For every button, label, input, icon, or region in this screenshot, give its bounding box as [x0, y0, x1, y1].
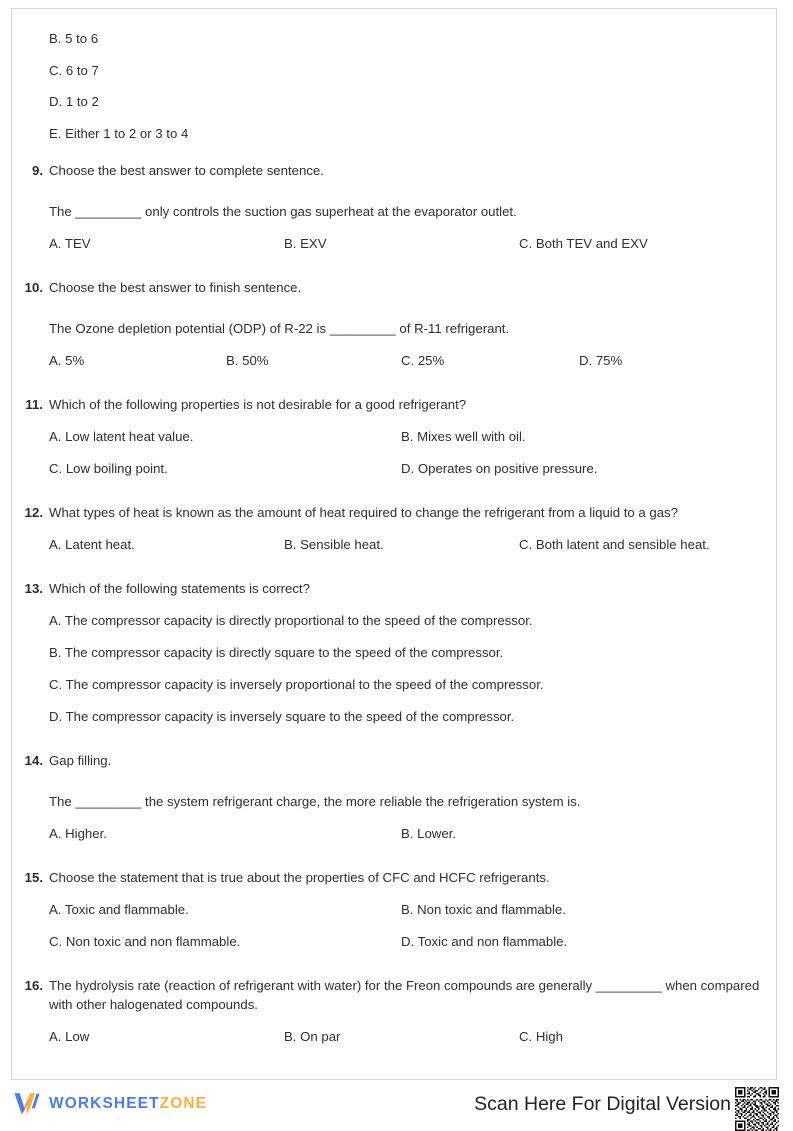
option-item[interactable]: E. Either 1 to 2 or 3 to 4: [49, 125, 189, 141]
question-body: [49, 278, 766, 383]
option-item[interactable]: B. On par: [284, 1029, 341, 1045]
option-item[interactable]: D. 75%: [579, 353, 623, 369]
scan-here-label: Scan Here For Digital Version: [474, 1092, 731, 1115]
question-number: 16.: [24, 978, 43, 994]
worksheet-zone-logo[interactable]: [12, 1091, 207, 1117]
brand-name-secondary: ZONE: [159, 1095, 208, 1112]
option-item[interactable]: A. Latent heat.: [49, 537, 135, 553]
option-row: [49, 427, 766, 459]
question-10: [22, 278, 766, 383]
option-item[interactable]: C. Both latent and sensible heat.: [519, 537, 710, 553]
question-14: [22, 751, 766, 856]
option-row: [49, 900, 766, 932]
option-group: [49, 824, 766, 856]
option-item[interactable]: A. 5%: [49, 353, 85, 369]
option-item[interactable]: A. TEV: [49, 236, 91, 252]
option-item[interactable]: B. Sensible heat.: [284, 537, 384, 553]
option-row: [49, 824, 766, 856]
option-row: [49, 234, 766, 266]
option-item[interactable]: A. The compressor capacity is directly proportional to the speed of the compressor.: [49, 613, 533, 629]
question-text: Choose the statement that is true about the properties of CFC and HCFC refrigerants.: [49, 870, 550, 886]
question-text: Which of the following statements is correct?: [49, 581, 310, 597]
option-group: [49, 427, 766, 491]
logo-mark-icon: [12, 1091, 42, 1117]
option-item[interactable]: C. Low boiling point.: [49, 461, 168, 477]
question-number: 14.: [24, 753, 43, 769]
option-group: [49, 351, 766, 383]
option-row: [49, 535, 766, 567]
option-item[interactable]: B. Non toxic and flammable.: [401, 902, 566, 918]
question-prompt: The _________ the system refrigerant charge, the more reliable the refrigeration system is.: [49, 794, 581, 810]
page-footer: [0, 1086, 793, 1122]
option-item[interactable]: A. Low: [49, 1029, 90, 1045]
questions-container: [12, 9, 776, 1059]
option-item[interactable]: B. The compressor capacity is directly square to the speed of the compressor.: [49, 645, 504, 661]
question-number: 11.: [25, 397, 43, 413]
option-item[interactable]: B. 50%: [226, 353, 269, 369]
option-item[interactable]: A. Higher.: [49, 826, 107, 842]
qr-code-icon[interactable]: [735, 1087, 779, 1131]
question-text: Which of the following properties is not desirable for a good refrigerant?: [49, 397, 467, 413]
question-16: [22, 976, 766, 1059]
option-item[interactable]: C. 25%: [401, 353, 445, 369]
option-group: [49, 611, 766, 739]
question-12: [22, 503, 766, 567]
option-item[interactable]: C. High: [519, 1029, 563, 1045]
worksheet-page: [11, 8, 777, 1080]
option-item[interactable]: D. Toxic and non flammable.: [401, 934, 568, 950]
option-item[interactable]: C. 6 to 7: [49, 62, 99, 78]
option-row: [49, 1027, 766, 1059]
option-group: [49, 234, 766, 266]
question-text: What types of heat is known as the amount of heat required to change the refrigerant from a liquid to a gas?: [49, 505, 678, 521]
question-text: Gap filling.: [49, 753, 112, 769]
question-text: Choose the best answer to complete sentence.: [49, 163, 324, 179]
question-11: [22, 395, 766, 491]
option-item[interactable]: C. The compressor capacity is inversely proportional to the speed of the compressor.: [49, 677, 544, 693]
option-item[interactable]: D. 1 to 2: [49, 94, 99, 110]
brand-name-primary: WORKSHEET: [49, 1095, 160, 1112]
orphan-option-list: [22, 23, 766, 149]
question-text: The hydrolysis rate (reaction of refrigerant with water) for the Freon compounds are generally _________ when compared with other halogenated compounds.: [49, 978, 760, 1013]
option-item[interactable]: A. Toxic and flammable.: [49, 902, 189, 918]
scan-section: [474, 1087, 779, 1122]
option-row: [49, 932, 766, 964]
question-13: [22, 579, 766, 739]
option-item[interactable]: C. Both TEV and EXV: [519, 236, 648, 252]
question-number: 9.: [32, 163, 43, 179]
question-9: [22, 161, 766, 266]
option-item[interactable]: D. Operates on positive pressure.: [401, 461, 598, 477]
option-item[interactable]: C. Non toxic and non flammable.: [49, 934, 241, 950]
question-number: 12.: [24, 505, 43, 521]
option-item[interactable]: A. Low latent heat value.: [49, 429, 194, 445]
option-row: [49, 351, 766, 383]
option-group: [49, 900, 766, 964]
question-prompt: The _________ only controls the suction gas superheat at the evaporator outlet.: [49, 204, 517, 220]
question-body: [49, 868, 766, 964]
question-number: 15.: [24, 870, 43, 886]
question-text: Choose the best answer to finish sentence.: [49, 280, 302, 296]
option-item[interactable]: B. 5 to 6: [49, 31, 99, 47]
question-body: [49, 976, 766, 1059]
question-prompt: The Ozone depletion potential (ODP) of R-22 is _________ of R-11 refrigerant.: [49, 321, 510, 337]
question-15: [22, 868, 766, 964]
question-body: [49, 161, 766, 266]
option-item[interactable]: B. EXV: [284, 236, 327, 252]
option-row: [49, 459, 766, 491]
question-number: 13.: [24, 581, 43, 597]
question-body: [49, 395, 766, 491]
option-item[interactable]: B. Lower.: [401, 826, 456, 842]
question-body: [49, 751, 766, 856]
question-body: [49, 579, 766, 739]
option-group: [49, 1027, 766, 1059]
question-number: 10.: [24, 280, 43, 296]
question-body: [49, 503, 766, 567]
option-item[interactable]: B. Mixes well with oil.: [401, 429, 526, 445]
option-group: [49, 535, 766, 567]
option-item[interactable]: D. The compressor capacity is inversely square to the speed of the compressor.: [49, 709, 515, 725]
brand-name: [49, 1095, 207, 1113]
